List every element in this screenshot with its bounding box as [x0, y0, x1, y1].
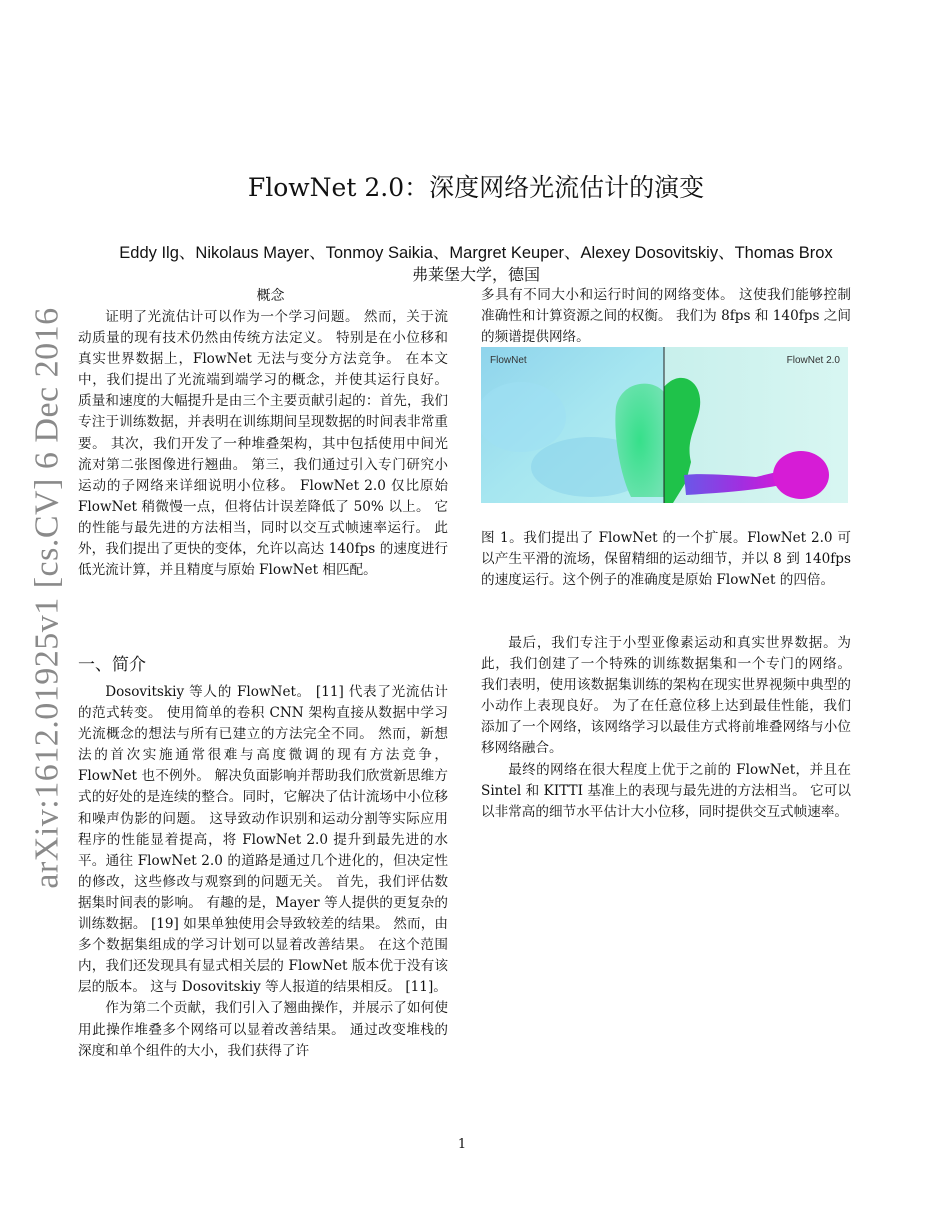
arxiv-id: arXiv:1612.01925v1 [cs.CV] 6 Dec 2016	[29, 306, 67, 889]
author-list: Eddy Ilg、Nikolaus Mayer、Tonmoy Saikia、Margret Keuper、Alexey Dosovitskiy、Thomas Brox	[119, 244, 833, 262]
section-heading: 一、简介	[78, 655, 146, 675]
intro-paragraph-1: Dosovitskiy 等人的 FlowNet。 [11] 代表了光流估计的范式转变。 使用简单的卷积 CNN 架构直接从数据中学习光流概念的想法与所有已建立的方法完全不同。 然而，新想法的首次实施通常很难与高度微调的现有方法竞争，FlowNet 也不例外。 解决负面影响并帮助我们欣赏新思维方式的好处的是连续的整合。同时，它解决了估计流场中小位移和噪声伪影的问题。 这导致动作识别和运动分割等实际应用程序的性能显着提高，将 FlowNet 2.0 提升到最先进的水平。通往 FlowNet 2.0 的道路是通过几个进化的，但决定性的修改，这些修改与观察到的问题无关。 首先，我们评估数据集时间表的影响。 有趣的是，Mayer 等人提供的更复杂的训练数据。 [19] 如果单独使用会导致较差的结果。 然而，由多个数据集组成的学习计划可以显着改善结果。 在这个范围内，我们还发现具有显式相关层的 FlowNet 版本优于没有该层的版本。 这与 Dosovitskiy 等人报道的结果相反。 [11]。	[78, 684, 448, 996]
right-paragraph-2: 最后，我们专注于小型亚像素运动和真实世界数据。为此，我们创建了一个特殊的训练数据集和一个专门的网络。 我们表明，使用该数据集训练的架构在现实世界视频中典型的小动作上表现良好。 为了在任意位移上达到最佳性能，我们添加了一个网络，该网络学习以最佳方式将前堆叠网络与小位移网络融合。	[481, 635, 851, 757]
flow-right-hand	[773, 451, 829, 499]
abstract-block	[78, 307, 448, 581]
abstract-heading: 概念	[256, 288, 285, 304]
abstract-text: 证明了光流估计可以作为一个学习问题。 然而，关于流动质量的现有技术仍然由传统方法定义。 特别是在小位移和真实世界数据上，FlowNet 无法与变分方法竞争。 在本文中，我们提出了光流端到端学习的概念，并使其运行良好。 质量和速度的大幅提升是由三个主要贡献引起的：首先，我们专注于训练数据，并表明在训练期间呈现数据的时间表非常重要。 其次，我们开发了一种堆叠架构，其中包括使用中间光流对第二张图像进行翘曲。 第三，我们通过引入专门研究小运动的子网络来详细说明小位移。 FlowNet 2.0 仅比原始 FlowNet 稍微慢一点，但将估计误差降低了 50% 以上。 它的性能与最先进的方法相当，同时以交互式帧速率运行。 此外，我们提出了更快的变体，允许以高达 140fps 的速度进行低光流计算，并且精度与原始 FlowNet 相匹配。	[78, 309, 448, 579]
figure-1	[481, 347, 848, 503]
figure-label-flownet2: FlowNet 2.0	[786, 355, 840, 366]
flow-field-image	[481, 347, 848, 503]
intro-paragraph-2: 作为第二个贡献，我们引入了翘曲操作，并展示了如何使用此操作堆叠多个网络可以显着改善结果。 通过改变堆栈的深度和单个组件的大小，我们获得了许	[78, 1000, 448, 1059]
right-column-top	[481, 285, 851, 348]
figure-caption-block	[481, 528, 851, 591]
arxiv-stamp	[20, 306, 76, 889]
intro-block	[78, 682, 448, 1062]
affiliation: 弗莱堡大学，德国	[411, 265, 540, 284]
figure-label-flownet: FlowNet	[490, 355, 527, 366]
page-number: 1	[457, 1137, 467, 1152]
right-column-bottom	[481, 633, 851, 823]
right-paragraph-1: 多具有不同大小和运行时间的网络变体。 这使我们能够控制准确性和计算资源之间的权衡。 我们为 8fps 和 140fps 之间的频谱提供网络。	[481, 287, 851, 346]
paper-title: FlowNet 2.0：深度网络光流估计的演变	[247, 173, 705, 202]
figure-caption: 图 1。我们提出了 FlowNet 的一个扩展。FlowNet 2.0 可以产生平滑的流场，保留精细的运动细节，并以 8 到 140fps 的速度运行。这个例子的准确度是原始 FlowNet 的四倍。	[481, 530, 851, 588]
right-paragraph-3: 最终的网络在很大程度上优于之前的 FlowNet，并且在 Sintel 和 KITTI 基准上的表现与最先进的方法相当。 它可以以非常高的细节水平估计大小位移，同时提供交互式帧速率。	[481, 761, 851, 820]
